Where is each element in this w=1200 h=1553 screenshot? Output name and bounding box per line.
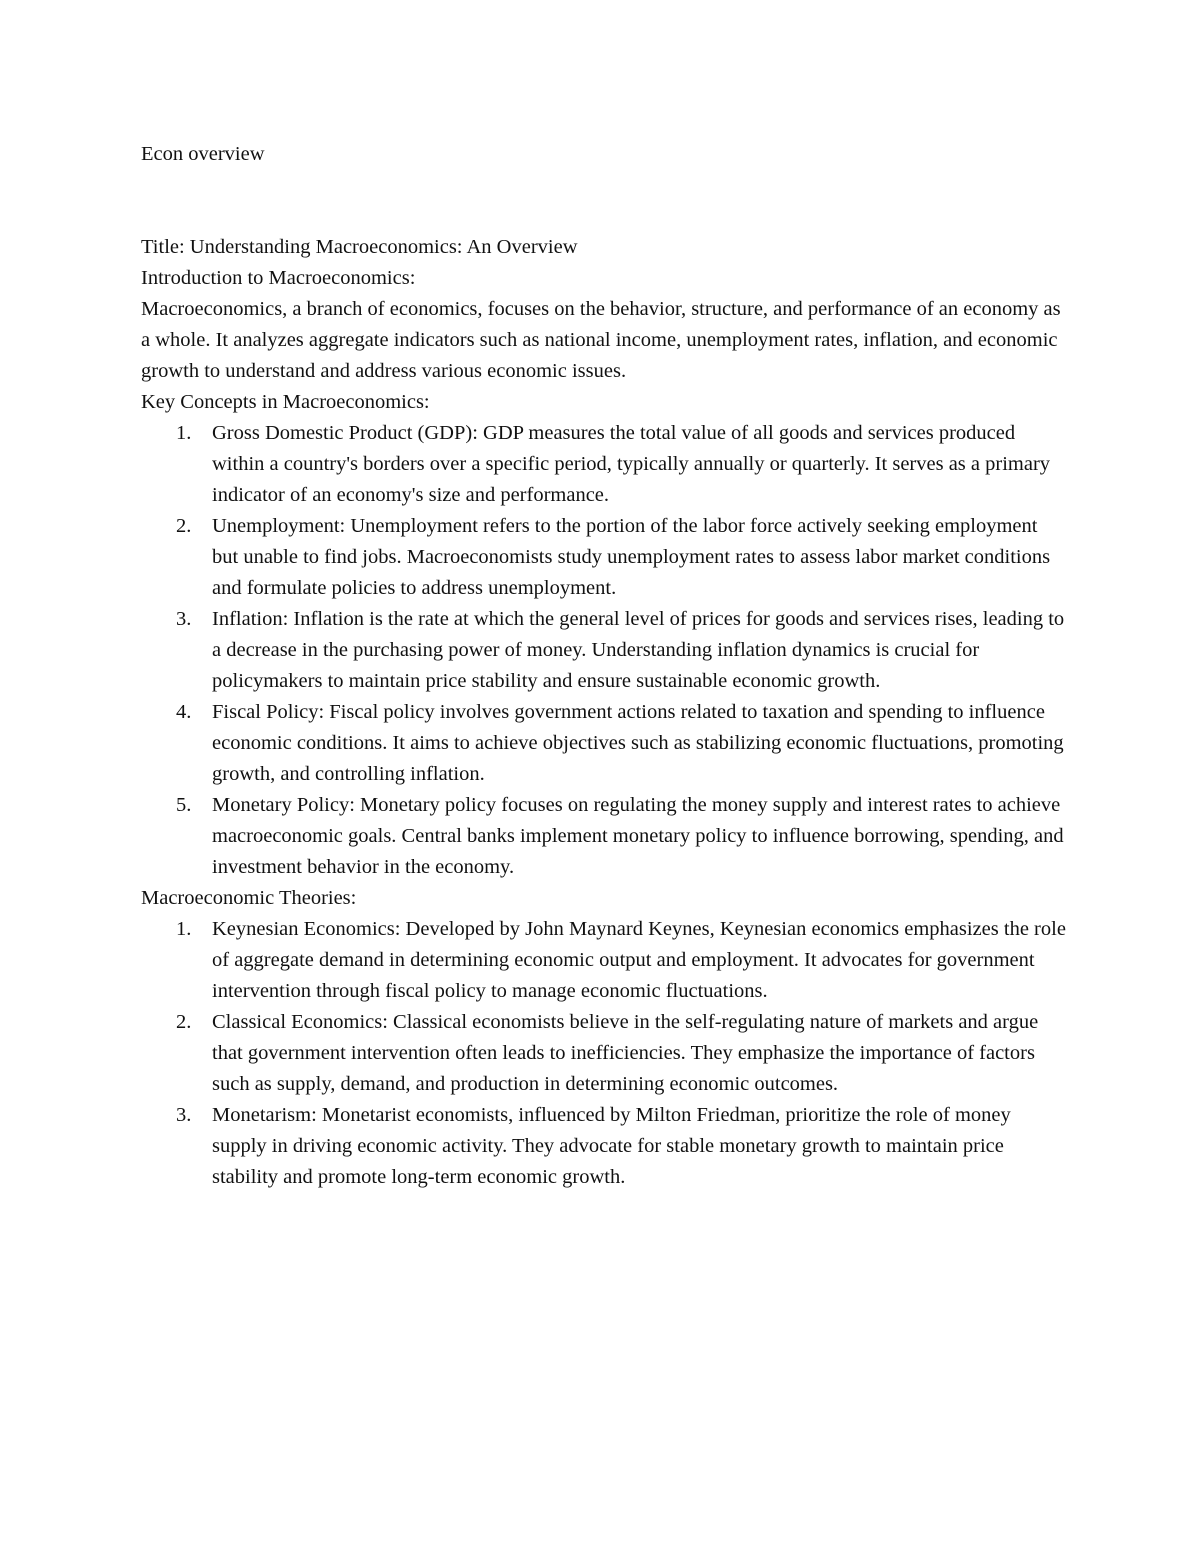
- document-title: Title: Understanding Macroeconomics: An Overview: [141, 236, 578, 258]
- key-concepts-heading: Key Concepts in Macroeconomics:: [141, 391, 430, 413]
- list-item-gdp: [141, 418, 1066, 511]
- list-item-text: Unemployment: Unemployment refers to the portion of the labor force actively seeking employment but unable to find jobs. Macroeconomists study unemployment rates to assess labor market conditions and formulate policies to address unemployment.: [212, 515, 1051, 599]
- list-item-unemployment: [141, 511, 1066, 604]
- intro-paragraph: Macroeconomics, a branch of economics, focuses on the behavior, structure, and performance of an economy as a whole. It analyzes aggregate indicators such as national income, unemployment rates, inflation, and economic growth to understand and address various economic issues.: [141, 298, 1061, 382]
- document-page: [141, 139, 1066, 1193]
- list-item-text: Keynesian Economics: Developed by John Maynard Keynes, Keynesian economics emphasizes the role of aggregate demand in determining economic output and employment. It advocates for government intervention through fiscal policy to manage economic fluctuations.: [212, 918, 1066, 1002]
- list-number: 3.: [176, 608, 192, 630]
- list-item-text: Monetary Policy: Monetary policy focuses on regulating the money supply and interest rates to achieve macroeconomic goals. Central banks implement monetary policy to influence borrowing, spending, and investment behavior in the economy.: [212, 794, 1064, 878]
- list-item-text: Inflation: Inflation is the rate at which the general level of prices for goods and services rises, leading to a decrease in the purchasing power of money. Understanding inflation dynamics is crucial for policymakers to maintain price stability and ensure sustainable economic growth.: [212, 608, 1065, 692]
- blank-space: [141, 170, 1066, 232]
- list-number: 2.: [176, 515, 192, 537]
- list-item-inflation: [141, 604, 1066, 697]
- list-item-text: Monetarism: Monetarist economists, influenced by Milton Friedman, prioritize the role of money supply in driving economic activity. They advocate for stable monetary growth to maintain price stability and promote long-term economic growth.: [212, 1104, 1011, 1188]
- theories-heading: Macroeconomic Theories:: [141, 887, 357, 909]
- list-number: 1.: [176, 422, 192, 444]
- document-heading: Econ overview: [141, 143, 265, 165]
- intro-heading: Introduction to Macroeconomics:: [141, 267, 416, 289]
- list-number: 1.: [176, 918, 192, 940]
- list-number: 5.: [176, 794, 192, 816]
- list-number: 3.: [176, 1104, 192, 1126]
- list-number: 2.: [176, 1011, 192, 1033]
- list-item-text: Gross Domestic Product (GDP): GDP measures the total value of all goods and services produced within a country's borders over a specific period, typically annually or quarterly. It serves as a primary indicator of an economy's size and performance.: [212, 422, 1051, 506]
- key-concepts-list: [141, 418, 1066, 883]
- list-item-keynesian: [141, 914, 1066, 1007]
- list-item-text: Fiscal Policy: Fiscal policy involves government actions related to taxation and spending to influence economic conditions. It aims to achieve objectives such as stabilizing economic fluctuations, promoting growth, and controlling inflation.: [212, 701, 1064, 785]
- list-item-classical: [141, 1007, 1066, 1100]
- list-item-text: Classical Economics: Classical economists believe in the self-regulating nature of markets and argue that government intervention often leads to inefficiencies. They emphasize the importance of factors such as supply, demand, and production in determining economic outcomes.: [212, 1011, 1039, 1095]
- theories-list: [141, 914, 1066, 1193]
- list-item-monetarism: [141, 1100, 1066, 1193]
- list-number: 4.: [176, 701, 192, 723]
- list-item-fiscal-policy: [141, 697, 1066, 790]
- list-item-monetary-policy: [141, 790, 1066, 883]
